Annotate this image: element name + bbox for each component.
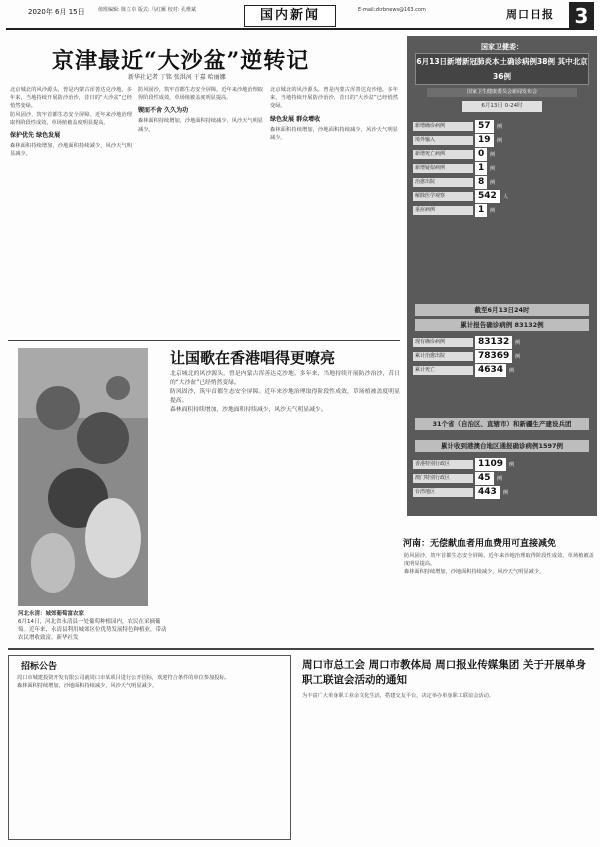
stats-row-unit: 例 [503,490,509,496]
stats-row-value: 8 [475,176,487,189]
stats-row-label: 澳门特别行政区 [413,474,473,483]
issue-date: 2020年 6月 15日 [28,8,85,16]
stats-row [413,190,589,203]
second-paragraph: 北京城北的风沙源头，曾是内蒙古浑善达克沙地。多年来，当地持续开展防沙治沙，昔日的“大沙盆”已经悄然变绿。 [170,371,400,386]
stats-row [413,204,589,217]
stats-row-unit: 人 [503,194,509,200]
stats-title: 6月13日新增新冠肺炎本土确诊病例38例 其中北京36例 [415,53,589,85]
stats-row-label: 境外输入 [413,136,473,145]
lead-column-2 [138,86,263,336]
stats-row-unit: 例 [497,476,503,482]
stats-row-unit: 例 [515,340,521,346]
stats-row [413,176,589,189]
editor-meta: 值班编辑: 陈立卓 版式: 马红雁 校对: 孔维斌 [98,7,197,13]
lead-paragraph: 北京城北的风沙源头，曾是内蒙古浑善达克沙地。多年来，当地持续开展防沙治沙，昔日的“大沙盆”已经悄然变绿。 [270,87,398,110]
stats-row-value: 83132 [475,336,512,349]
stats-row-label: 累计治愈出院 [413,352,473,361]
stats-row-label: 台湾地区 [413,488,473,497]
notice-paragraph: 为丰富广大单身职工业余文化生活，搭建交友平台，决定举办单身职工联谊会活动。 [302,693,494,699]
stats-row [413,486,589,499]
stats-row-label: 现有确诊病例 [413,338,473,347]
stats-row-label: 重症病例 [413,206,473,215]
stats-row [413,162,589,175]
stats-band: 截至6月13日24时 [415,304,589,316]
lead-paragraph: 森林面积持续增加，沙地面积持续减少，风沙天气明显减少。 [270,126,398,141]
stats-band: 累计报告确诊病例 83132例 [415,319,589,331]
second-paragraph: 森林面积持续增加，沙地面积持续减少，风沙天气明显减少。 [170,407,327,413]
stats-row-value: 45 [475,472,494,485]
stats-row-label: 解除医学观察 [413,192,473,201]
notice-body [302,692,592,840]
stats-row-unit: 例 [490,180,496,186]
stats-row-label: 新增确诊病例 [413,122,473,131]
side-article-body [404,552,594,644]
second-headline: 让国歌在香港唱得更嘹亮 [170,349,336,367]
stats-subtitle: 国家卫生健康委员会新闻发布会 [427,88,577,97]
stats-row-unit: 例 [497,124,503,130]
lead-paragraph: 森林面积持续增加，沙地面积持续减少，风沙天气明显减少。 [10,143,132,158]
tender-paragraph: 森林面积持续增加，沙地面积持续减少，风沙天气明显减少。 [17,683,158,690]
tender-body [17,674,285,834]
side-paragraph: 防风固沙，筑牢首都生态安全屏障。近年来沙地治理取得阶段性成效，草场植被盖度明显提高。 [404,553,594,568]
stats-row [413,336,589,349]
stats-row-unit: 例 [490,166,496,172]
lead-paragraph: 防风固沙，筑牢首都生态安全屏障。近年来沙地治理取得阶段性成效，草场植被盖度明显提高。 [138,87,263,102]
stats-row-unit: 例 [515,354,521,360]
lead-paragraph: 森林面积持续增加，沙地面积持续减少，风沙天气明显减少。 [138,118,263,133]
stats-row-label: 香港特别行政区 [413,460,473,469]
photo-caption-text: 6月14日，河北省永清县一处葡萄种植园内，农民在采摘葡萄。近年来，永清县利用城郊区位优势发展特色种植业，带动农民增收致富。新华社发 [18,619,167,641]
stats-row-unit: 例 [490,208,496,214]
photo-caption [18,610,168,642]
stats-row-value: 78369 [475,350,512,363]
stats-row-value: 443 [475,486,500,499]
stats-row-unit: 例 [497,138,503,144]
lead-paragraph: 北京城北的风沙源头，曾是内蒙古浑善达克沙地。多年来，当地持续开展防沙治沙，昔日的“大沙盆”已经悄然变绿。 [10,87,132,110]
bottom-divider [8,648,594,650]
notice-title: 周口市总工会 周口市教体局 周口报业传媒集团 关于开展单身职工联谊会活动的通知 [302,659,586,686]
stats-row-unit: 例 [509,462,515,468]
stats-row-unit: 例 [509,368,515,374]
stats-date-chip: 6月13日 0-24时 [462,101,542,112]
page-number: 3 [569,2,594,30]
tender-paragraph: 周口市城建投资开发有限公司就周口市某项目进行公开招标，欢迎符合条件的单位参加投标。 [17,675,230,681]
stats-row [413,134,589,147]
stats-row-value: 1 [475,204,487,217]
stats-row-label: 累计死亡 [413,366,473,375]
photo-caption-title: 河北永清：城郊葡萄富农家 [18,611,85,617]
stats-row-value: 1109 [475,458,506,471]
tender-title: 招标公告 [21,662,58,672]
tender-notice-box [8,655,291,840]
lead-subhead: 绿色发展 群众增收 [270,115,321,123]
stats-row [413,148,589,161]
stats-row [413,120,589,133]
lead-subhead: 保护优先 绿色发展 [10,132,61,140]
stats-row-label: 治愈出院 [413,178,473,187]
stats-row-value: 57 [475,120,494,133]
lead-byline: 新华社记者 丁铭 张洪河 于嘉 哈丽娜 [128,74,226,81]
lead-column-3 [270,86,398,336]
covid-stats-panel [407,36,597,516]
stats-row-value: 542 [475,190,500,203]
side-headline: 河南：无偿献血者用血费用可直接减免 [403,539,557,549]
stats-row [413,364,589,377]
section-title: 国内新闻 [244,5,336,27]
stats-row-unit: 例 [490,152,496,158]
stats-row-value: 0 [475,148,487,161]
lead-subhead: 锲而不舍 久久为功 [138,107,189,115]
lead-column-1 [10,86,132,336]
stats-header: 国家卫健委： [481,43,523,51]
masthead [6,4,594,30]
photo-illustration [18,348,148,606]
stats-row [413,458,589,471]
grape-photo [18,348,148,606]
lead-paragraph: 防风固沙，筑牢首都生态安全屏障。近年来沙地治理取得阶段性成效，草场植被盖度明显提高。 [10,111,132,126]
stats-row [413,350,589,363]
stats-row [413,472,589,485]
stats-row-value: 19 [475,134,494,147]
contact-meta: E-mail:zkrbnews@163.com [358,7,426,13]
stats-row-label: 新增死亡病例 [413,150,473,159]
stats-band: 累计收到港澳台地区通报确诊病例1597例 [415,440,589,452]
stats-row-value: 4634 [475,364,506,377]
divider [8,340,400,341]
stats-row-label: 新增疑似病例 [413,164,473,173]
stats-band: 31个省（自治区、直辖市）和新疆生产建设兵团 [415,418,589,430]
side-paragraph: 森林面积持续增加，沙地面积持续减少，风沙天气明显减少。 [404,569,545,576]
lead-headline: 京津最近“大沙盆”逆转记 [52,48,310,74]
stats-row-value: 1 [475,162,487,175]
second-paragraph: 防风固沙，筑牢首都生态安全屏障。近年来沙地治理取得阶段性成效，草场植被盖度明显提高。 [170,389,400,404]
paper-brand: 周口日报 [506,8,554,21]
second-article-body [170,370,400,640]
